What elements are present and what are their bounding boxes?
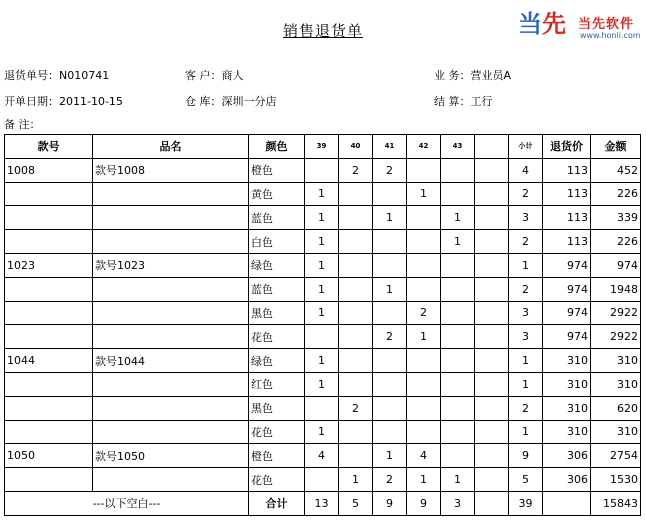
table-row	[5, 468, 641, 492]
return-no-field	[4, 67, 109, 83]
cell-subtotal: 2	[509, 277, 543, 301]
warehouse-field	[185, 93, 277, 109]
cell-product-name	[93, 396, 249, 420]
logo-mark-b: 先	[542, 10, 566, 38]
cell-subtotal: 3	[509, 301, 543, 325]
cell-product-name	[93, 372, 249, 396]
cell-color: 橙色	[249, 444, 305, 468]
cell-size-40	[339, 230, 373, 254]
cell-subtotal: 1	[509, 372, 543, 396]
cell-size-40	[339, 206, 373, 230]
total-size-39: 13	[305, 491, 339, 515]
total-label: 合计	[249, 491, 305, 515]
cell-subtotal: 2	[509, 230, 543, 254]
cell-size-40	[339, 372, 373, 396]
cell-style-no: 1023	[5, 253, 93, 277]
total-quantity: 39	[509, 491, 543, 515]
cell-size-43	[441, 301, 475, 325]
table-row	[5, 277, 641, 301]
cell-amount: 452	[591, 158, 641, 182]
cell-product-name	[93, 325, 249, 349]
cell-subtotal: 2	[509, 182, 543, 206]
cell-product-name	[93, 277, 249, 301]
cell-color: 花色	[249, 325, 305, 349]
cell-size-42	[407, 420, 441, 444]
cell-style-no	[5, 372, 93, 396]
total-price-blank	[543, 491, 591, 515]
cell-color: 白色	[249, 230, 305, 254]
cell-size-43	[441, 444, 475, 468]
col-header-amount: 金额	[591, 135, 641, 159]
cell-size-39: 1	[305, 301, 339, 325]
table-body	[5, 158, 641, 491]
cell-return-price: 306	[543, 444, 591, 468]
customer-label: 客 户：	[185, 69, 222, 82]
cell-color: 花色	[249, 468, 305, 492]
date-label: 开单日期：	[4, 95, 59, 108]
cell-size-40	[339, 301, 373, 325]
cell-style-no	[5, 420, 93, 444]
cell-size-41: 1	[373, 444, 407, 468]
cell-size-40	[339, 253, 373, 277]
table-header-row	[5, 135, 641, 159]
cell-size-40	[339, 444, 373, 468]
cell-size-40: 2	[339, 158, 373, 182]
cell-amount: 2922	[591, 301, 641, 325]
cell-size-42	[407, 372, 441, 396]
cell-size-42: 1	[407, 182, 441, 206]
table-row	[5, 372, 641, 396]
cell-blank	[475, 158, 509, 182]
cell-size-42: 4	[407, 444, 441, 468]
cell-blank	[475, 325, 509, 349]
cell-blank	[475, 372, 509, 396]
cell-size-43	[441, 372, 475, 396]
cell-size-42	[407, 158, 441, 182]
cell-size-41	[373, 349, 407, 373]
cell-size-39	[305, 325, 339, 349]
cell-return-price: 310	[543, 420, 591, 444]
cell-return-price: 113	[543, 230, 591, 254]
cell-blank	[475, 253, 509, 277]
cell-amount: 339	[591, 206, 641, 230]
cell-color: 花色	[249, 420, 305, 444]
cell-size-42	[407, 396, 441, 420]
blank-note: ---以下空白---	[5, 491, 249, 515]
cell-return-price: 310	[543, 349, 591, 373]
cell-product-name	[93, 420, 249, 444]
cell-size-42	[407, 277, 441, 301]
cell-blank	[475, 206, 509, 230]
cell-product-name	[93, 206, 249, 230]
cell-blank	[475, 468, 509, 492]
settle-label: 结 算：	[434, 95, 471, 108]
col-header-subtotal: 小计	[509, 135, 543, 159]
cell-size-41: 1	[373, 277, 407, 301]
cell-amount: 2922	[591, 325, 641, 349]
cell-size-40	[339, 420, 373, 444]
cell-size-39: 1	[305, 420, 339, 444]
cell-blank	[475, 349, 509, 373]
cell-size-43	[441, 253, 475, 277]
cell-size-42: 2	[407, 301, 441, 325]
date-value: 2011-10-15	[59, 95, 123, 108]
cell-size-39: 4	[305, 444, 339, 468]
cell-size-41	[373, 420, 407, 444]
cell-product-name: 款号1023	[93, 253, 249, 277]
cell-return-price: 113	[543, 206, 591, 230]
cell-size-41: 2	[373, 325, 407, 349]
cell-subtotal: 5	[509, 468, 543, 492]
salesman-label: 业 务：	[434, 69, 471, 82]
table-row	[5, 420, 641, 444]
col-header-size-43: 43	[441, 135, 475, 159]
cell-blank	[475, 444, 509, 468]
cell-size-39: 1	[305, 277, 339, 301]
cell-return-price: 974	[543, 325, 591, 349]
table-row	[5, 158, 641, 182]
cell-size-39	[305, 468, 339, 492]
col-header-size-40: 40	[339, 135, 373, 159]
cell-size-43: 1	[441, 206, 475, 230]
cell-size-41	[373, 372, 407, 396]
return-items-table	[4, 134, 641, 516]
return-no-value: N010741	[59, 69, 110, 82]
cell-color: 黑色	[249, 396, 305, 420]
warehouse-value: 深圳一分店	[221, 95, 277, 108]
cell-subtotal: 4	[509, 158, 543, 182]
cell-color: 绿色	[249, 253, 305, 277]
cell-size-42: 1	[407, 325, 441, 349]
logo-brand: 当先软件	[578, 17, 635, 32]
cell-subtotal: 2	[509, 396, 543, 420]
cell-size-42	[407, 349, 441, 373]
cell-style-no	[5, 182, 93, 206]
table-row	[5, 396, 641, 420]
date-field	[4, 93, 123, 109]
logo-mark	[518, 10, 566, 38]
cell-size-40	[339, 277, 373, 301]
cell-amount: 310	[591, 349, 641, 373]
cell-size-43	[441, 420, 475, 444]
cell-size-43	[441, 182, 475, 206]
table-row	[5, 206, 641, 230]
cell-style-no	[5, 301, 93, 325]
cell-size-39: 1	[305, 230, 339, 254]
cell-size-41	[373, 253, 407, 277]
cell-amount: 974	[591, 253, 641, 277]
cell-size-43	[441, 325, 475, 349]
cell-amount: 620	[591, 396, 641, 420]
cell-size-43: 1	[441, 230, 475, 254]
cell-return-price: 113	[543, 158, 591, 182]
cell-color: 蓝色	[249, 277, 305, 301]
cell-amount: 1948	[591, 277, 641, 301]
cell-style-no: 1044	[5, 349, 93, 373]
cell-size-40	[339, 325, 373, 349]
cell-subtotal: 1	[509, 420, 543, 444]
col-header-product-name: 品名	[93, 135, 249, 159]
settle-value: 工行	[470, 95, 493, 108]
cell-size-42: 1	[407, 468, 441, 492]
document-title: 销售退货单	[282, 22, 363, 40]
cell-blank	[475, 420, 509, 444]
cell-size-41	[373, 301, 407, 325]
cell-subtotal: 3	[509, 325, 543, 349]
cell-size-41	[373, 230, 407, 254]
col-header-return-price: 退货价	[543, 135, 591, 159]
cell-return-price: 306	[543, 468, 591, 492]
remark-field	[4, 116, 41, 132]
cell-product-name	[93, 182, 249, 206]
cell-product-name	[93, 301, 249, 325]
table-row	[5, 230, 641, 254]
cell-amount: 310	[591, 420, 641, 444]
cell-return-price: 310	[543, 372, 591, 396]
table-row	[5, 182, 641, 206]
cell-size-43	[441, 349, 475, 373]
cell-color: 黄色	[249, 182, 305, 206]
remark-label: 备 注：	[4, 118, 41, 131]
cell-subtotal: 1	[509, 349, 543, 373]
cell-subtotal: 9	[509, 444, 543, 468]
cell-size-40: 2	[339, 396, 373, 420]
cell-amount: 1530	[591, 468, 641, 492]
customer-field	[185, 67, 244, 83]
cell-size-39: 1	[305, 206, 339, 230]
col-header-style-no: 款号	[5, 135, 93, 159]
cell-size-39	[305, 158, 339, 182]
total-amount: 15843	[591, 491, 641, 515]
cell-product-name	[93, 230, 249, 254]
cell-color: 橙色	[249, 158, 305, 182]
cell-size-42	[407, 253, 441, 277]
cell-return-price: 113	[543, 182, 591, 206]
cell-size-40	[339, 349, 373, 373]
cell-blank	[475, 230, 509, 254]
cell-style-no: 1050	[5, 444, 93, 468]
cell-color: 蓝色	[249, 206, 305, 230]
cell-return-price: 974	[543, 301, 591, 325]
cell-product-name: 款号1050	[93, 444, 249, 468]
total-size-43: 3	[441, 491, 475, 515]
cell-size-42	[407, 230, 441, 254]
cell-subtotal: 1	[509, 253, 543, 277]
cell-size-41: 2	[373, 158, 407, 182]
cell-style-no	[5, 325, 93, 349]
cell-size-41	[373, 182, 407, 206]
cell-style-no	[5, 230, 93, 254]
col-header-color: 颜色	[249, 135, 305, 159]
total-size-41: 9	[373, 491, 407, 515]
cell-size-43: 1	[441, 468, 475, 492]
cell-size-41	[373, 396, 407, 420]
cell-size-41: 2	[373, 468, 407, 492]
company-logo	[514, 10, 646, 44]
cell-size-40	[339, 182, 373, 206]
cell-blank	[475, 396, 509, 420]
cell-return-price: 974	[543, 277, 591, 301]
cell-size-43	[441, 396, 475, 420]
total-size-40: 5	[339, 491, 373, 515]
total-size-42: 9	[407, 491, 441, 515]
cell-color: 红色	[249, 372, 305, 396]
table-total-row	[5, 491, 641, 515]
table-row	[5, 444, 641, 468]
col-header-size-39: 39	[305, 135, 339, 159]
cell-size-43	[441, 158, 475, 182]
cell-size-39	[305, 396, 339, 420]
cell-style-no: 1008	[5, 158, 93, 182]
settle-field	[434, 93, 493, 109]
cell-blank	[475, 182, 509, 206]
cell-amount: 226	[591, 182, 641, 206]
customer-value: 商人	[221, 69, 244, 82]
cell-size-41: 1	[373, 206, 407, 230]
cell-size-42	[407, 206, 441, 230]
cell-amount: 226	[591, 230, 641, 254]
salesman-field	[434, 67, 511, 83]
cell-size-39: 1	[305, 253, 339, 277]
cell-amount: 310	[591, 372, 641, 396]
col-header-blank	[475, 135, 509, 159]
col-header-size-42: 42	[407, 135, 441, 159]
cell-product-name: 款号1008	[93, 158, 249, 182]
cell-color: 绿色	[249, 349, 305, 373]
salesman-value: 营业员A	[470, 69, 512, 82]
logo-mark-a: 当	[518, 10, 542, 38]
table-row	[5, 301, 641, 325]
return-no-label: 退货单号：	[4, 69, 59, 82]
cell-style-no	[5, 206, 93, 230]
cell-subtotal: 3	[509, 206, 543, 230]
logo-url: www.honii.com	[580, 31, 641, 40]
cell-blank	[475, 277, 509, 301]
cell-return-price: 974	[543, 253, 591, 277]
cell-size-39: 1	[305, 349, 339, 373]
cell-style-no	[5, 468, 93, 492]
col-header-size-41: 41	[373, 135, 407, 159]
cell-size-43	[441, 277, 475, 301]
warehouse-label: 仓 库：	[185, 95, 222, 108]
cell-amount: 2754	[591, 444, 641, 468]
cell-product-name: 款号1044	[93, 349, 249, 373]
cell-product-name	[93, 468, 249, 492]
table-row	[5, 325, 641, 349]
cell-size-39: 1	[305, 372, 339, 396]
cell-size-40: 1	[339, 468, 373, 492]
total-blank	[475, 491, 509, 515]
cell-return-price: 310	[543, 396, 591, 420]
cell-size-39: 1	[305, 182, 339, 206]
cell-style-no	[5, 277, 93, 301]
cell-blank	[475, 301, 509, 325]
cell-color: 黑色	[249, 301, 305, 325]
cell-style-no	[5, 396, 93, 420]
table-row	[5, 349, 641, 373]
table-row	[5, 253, 641, 277]
